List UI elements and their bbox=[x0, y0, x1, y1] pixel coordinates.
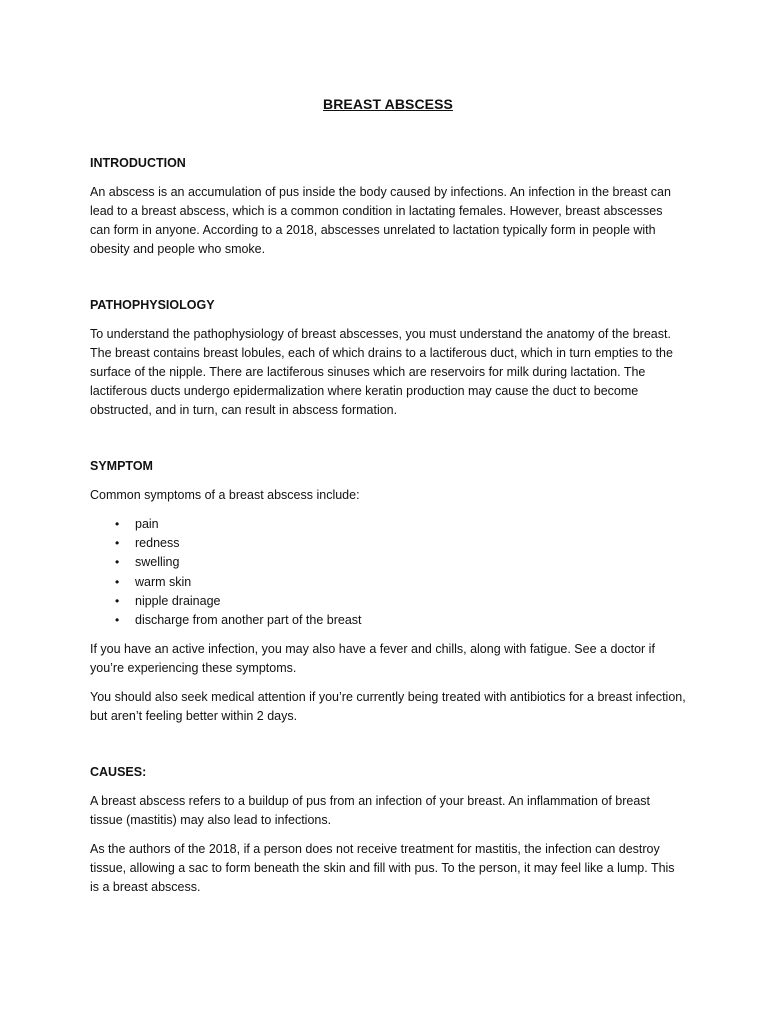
list-item bbox=[90, 611, 686, 630]
list-item bbox=[90, 573, 686, 592]
symptom-text: nipple drainage bbox=[135, 593, 221, 608]
section-pathophysiology bbox=[90, 298, 686, 420]
bullet-icon: • bbox=[115, 536, 120, 551]
section-causes bbox=[90, 765, 686, 897]
symptom-paragraph-antibiotics: You should also seek medical attention if you’re currently being treated with antibiotics for a breast infection, but aren’t feeling better within 2 days. bbox=[90, 690, 686, 724]
list-item bbox=[90, 592, 686, 611]
section-introduction bbox=[90, 156, 686, 259]
causes-paragraph-buildup: A breast abscess refers to a buildup of pus from an infection of your breast. An inflammation of breast tissue (mastitis) may also lead to infections. bbox=[90, 794, 651, 828]
symptom-paragraph-fever: If you have an active infection, you may also have a fever and chills, along with fatigue. See a doctor if you’re experiencing these symptoms. bbox=[90, 642, 655, 676]
list-item bbox=[90, 534, 686, 553]
section-heading-symptom: SYMPTOM bbox=[90, 459, 153, 473]
symptom-text: warm skin bbox=[135, 574, 192, 589]
symptom-text: redness bbox=[135, 536, 180, 551]
section-heading-causes: CAUSES: bbox=[90, 765, 147, 780]
symptom-text: pain bbox=[135, 517, 159, 531]
bullet-icon: • bbox=[115, 574, 120, 589]
bullet-icon: • bbox=[115, 613, 120, 628]
section-heading-pathophysiology: PATHOPHYSIOLOGY bbox=[90, 298, 215, 312]
bullet-icon: • bbox=[115, 593, 120, 608]
pathophysiology-paragraph: To understand the pathophysiology of breast abscesses, you must understand the anatomy of the breast. The breast contains breast lobules, each of which drains to a lactiferous duct, which in turn empties to the surface of the nipple. There are lactiferous sinuses which are reservoirs for milk during lactation. The lactiferous ducts undergo epidermalization where keratin production may cause the duct to become obstructed, and in turn, can result in abscess formation. bbox=[90, 327, 673, 417]
list-item bbox=[90, 515, 686, 534]
introduction-paragraph: An abscess is an accumulation of pus inside the body caused by infections. An infection in the breast can lead to a breast abscess, which is a common condition in lactating females. However, breast abscesses can form in anyone. According to a 2018, abscesses unrelated to lactation typically form in people with obesity and people who smoke. bbox=[90, 185, 671, 256]
bullet-icon: • bbox=[115, 555, 120, 570]
document-title: BREAST ABSCESS bbox=[322, 96, 453, 112]
list-item bbox=[90, 553, 686, 572]
document-page bbox=[90, 96, 686, 907]
symptom-intro: Common symptoms of a breast abscess include: bbox=[90, 488, 360, 502]
symptom-list bbox=[90, 515, 686, 630]
causes-paragraph-mastitis: As the authors of the 2018, if a person does not receive treatment for mastitis, the infection can destroy tissue, allowing a sac to form beneath the skin and fill with pus. To the person, it may feel like a lump. This is a breast abscess. bbox=[90, 842, 675, 895]
bullet-icon: • bbox=[115, 517, 120, 531]
symptom-text: swelling bbox=[135, 555, 180, 570]
symptom-text: discharge from another part of the breast bbox=[135, 613, 362, 628]
section-heading-introduction: INTRODUCTION bbox=[90, 156, 186, 170]
section-symptom bbox=[90, 459, 686, 726]
